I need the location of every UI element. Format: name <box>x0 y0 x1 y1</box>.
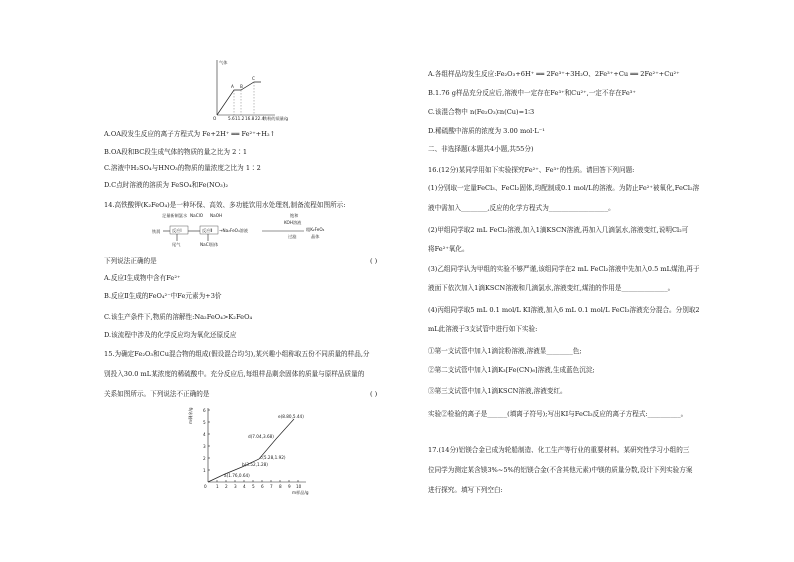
flow-start: 铁屑 <box>152 229 161 234</box>
graph2-xtick: 9 <box>288 484 291 489</box>
graph2-xtick: 1 <box>216 484 219 489</box>
graph2-ytick: 4 <box>203 432 206 437</box>
q16-final: 实验②检验的离子是______(填离子符号);写出KI与FeCl₃反应的离子方程式:__________。 <box>428 410 688 418</box>
iron-gas-graph <box>195 57 289 123</box>
q16-part2-line2: 将Fe²⁺氧化。 <box>428 245 469 253</box>
q16-part1-line2: 液中需加入________,反应的化学方程式为__________________。 <box>428 204 615 212</box>
q16-stem: 16.(12分)某同学用如下实验探究Fe²⁺、Fe³⁺的性质。请回答下列问题: <box>428 166 635 174</box>
graph2-xtick: 3 <box>234 484 237 489</box>
flow-filter: 过滤 <box>288 234 297 239</box>
flow-reaction-1: 反应Ⅰ <box>172 228 182 233</box>
q15-stem-line1: 15.为确定Fe₂O₃和Cu混合物的组成(假设混合均匀),某兴趣小组称取五份不同质量的样品,分 <box>104 350 370 358</box>
q14-stem: 14.高铁酸钾(K₂FeO₄)是一种环保、高效、多功能饮用水处理剂,制备流程如图所示: <box>104 201 346 209</box>
graph2-xtick: 4 <box>243 484 246 489</box>
graph2-xtick: 6 <box>261 484 264 489</box>
q17-line1: 17.(14分)铝镁合金已成为轮船制造、化工生产等行业的重要材料。某研究性学习小组的三 <box>428 446 690 454</box>
q15-answer-paren: ( ) <box>370 390 378 398</box>
graph1-curve <box>217 82 261 115</box>
graph2-point-a: a(1.76,0.64) <box>224 473 250 478</box>
q13-option-a: A.OA段发生反应的离子方程式为 Fe+2H⁺ ══ Fe²⁺+H₂↑ <box>104 130 276 138</box>
q13-option-c: C.溶液中H₂SO₄与HNO₃的物质的量浓度之比为 1∶2 <box>104 164 261 172</box>
q17-line3: 进行探究。填写下列空白: <box>428 486 503 494</box>
graph2-ytick: 1 <box>203 468 206 473</box>
q16-part2-line1: (2)甲组同学取2 mL FeCl₂溶液,加入1滴KSCN溶液,再加入几滴氯水,溶液变红,说明Cl₂可 <box>428 226 689 234</box>
graph2-ytick: 3 <box>203 444 206 449</box>
flow-reaction-2: 反应Ⅱ <box>202 228 213 233</box>
graph1-xlabel: 铁粉的质量/g <box>263 116 289 121</box>
graph1-ylabel: 气体 <box>219 60 228 65</box>
q15-stem-line3: 关系如图所示。下列说法不正确的是 <box>104 390 210 398</box>
graph2-xtick: 5 <box>252 484 255 489</box>
section-2-heading: 二、非选择题(本题共4小题,共55分) <box>428 145 534 153</box>
graph1-xtick: 16.8 <box>245 116 255 121</box>
graph2-xtick: 8 <box>279 484 282 489</box>
graph1-xtick: 5.6 <box>228 116 235 121</box>
flow-koh: KOH溶液 <box>284 220 302 225</box>
q16-part4-line2: mL此溶液于3支试管中进行如下实验: <box>428 325 538 333</box>
flow-reagent-naoh: NaOH <box>210 213 223 218</box>
q16-part1-line1: (1)分别取一定量FeCl₃、FeCl₂固体,均配制成0.1 mol/L的溶液。为防止Fe²⁺被氧化,FeCl₂溶 <box>428 184 700 192</box>
graph2-point-d: d(7.04,3.68) <box>248 434 274 439</box>
graph2-ylabel: m剩余/g <box>188 407 193 424</box>
flow-reagent-naclo: NaClO <box>190 213 204 218</box>
q14-question: 下列说法正确的是 <box>104 257 157 265</box>
flow-nacl: NaCl固体 <box>200 242 219 247</box>
graph1-xtick: 11.2 <box>235 116 245 121</box>
q17-line2: 位同学为测定某含镁3%~5%的铝镁合金(不含其他元素)中镁的质量分数,设计下列实验方案 <box>428 466 693 474</box>
graph1-point-a: A <box>231 84 234 89</box>
q13-option-d: D.C点时溶液的溶质为 FeSO₄和Fe(NO₃)₂ <box>104 181 229 189</box>
flow-saturated: 饱和 <box>290 213 299 218</box>
q14-option-b: B.反应Ⅱ生成的FeO₄²⁻中Fe元素为+3价 <box>104 292 222 300</box>
mass-graph <box>188 404 318 496</box>
k2feo4-flowchart <box>152 212 342 252</box>
graph2-point-b: b(3.52,1.28) <box>242 462 268 467</box>
graph1-origin: O <box>213 116 217 121</box>
flow-product: →Na₂FeO₄溶液 <box>219 228 248 233</box>
q14-option-c: C.该生产条件下,物质的溶解性:Na₂FeO₄>K₂FeO₄ <box>104 313 253 321</box>
flow-reagent-chlorine: 足量新制氯水 <box>162 213 188 218</box>
graph2-xtick: 2 <box>225 484 228 489</box>
q16-part3-line2: 液面下依次加入1滴KSCN溶液和几滴氯水,溶液变红,煤油的作用是______________。 <box>428 284 675 292</box>
graph1-xtick: 22.4 <box>255 116 265 121</box>
q16-part3-line1: (3)乙组同学认为甲组的实验不够严谨,该组同学在2 mL FeCl₂溶液中先加入0.5 mL煤油,再于 <box>428 265 700 273</box>
graph2-xtick: 10 <box>296 484 302 489</box>
graph2-point-e: e(8.80,5.44) <box>278 414 304 419</box>
q16-part4-line1: (4)丙组同学取5 mL 0.1 mol/L KI溶液,加入6 mL 0.1 mol/L FeCl₃溶液充分混合。分别取2 <box>428 306 700 314</box>
graph2-ytick: 5 <box>203 420 206 425</box>
graph2-curve <box>208 419 294 482</box>
q15-option-c: C.该混合物中 n(Fe₂O₃)∶n(Cu)=1∶3 <box>428 108 535 116</box>
graph2-origin: 0 <box>204 484 207 489</box>
graph2-point-c: c(5.28,1.92) <box>260 455 286 460</box>
q15-option-d: D.稀硫酸中溶质的浓度为 3.00 mol·L⁻¹ <box>428 127 545 135</box>
graph1-point-b: B <box>240 84 243 89</box>
q15-stem-line2: 别投入30.0 mL某浓度的稀硫酸中。充分反应后,每组样品剩余固体的质量与原样品质量的 <box>104 370 365 378</box>
q15-option-a: A.各组样品均发生反应:Fe₂O₃+6H⁺ ══ 2Fe³⁺+3H₂O、2Fe³⁺+Cu ══ 2Fe²⁺+Cu²⁺ <box>428 70 680 78</box>
graph2-xtick: 7 <box>270 484 273 489</box>
graph2-xlabel: m样品/g <box>292 490 309 495</box>
q14-option-a: A.反应Ⅰ生成物中含有Fe²⁺ <box>104 274 181 282</box>
q14-option-d: D.该流程中涉及的化学反应均为氧化还原反应 <box>104 331 237 339</box>
flow-crystal: 晶体 <box>311 234 320 239</box>
q13-option-b: B.OA段和BC段生成气体的物质的量之比为 2∶1 <box>104 148 248 156</box>
graph2-ytick: 6 <box>203 408 206 413</box>
graph2-ytick: 2 <box>203 456 206 461</box>
graph1-point-c: C <box>252 76 255 81</box>
q16-tube1: ①第一支试管中加入1滴淀粉溶液,溶液显________色; <box>428 347 582 355</box>
flow-crude: 粗K₂FeO₄ <box>306 227 325 232</box>
q14-answer-paren: ( ) <box>370 257 378 265</box>
q16-tube2: ②第二支试管中加入1滴K₃[Fe(CN)₆]溶液,生成蓝色沉淀; <box>428 366 595 374</box>
flow-tailgas: 尾气 <box>172 242 181 247</box>
q16-tube3: ③第三支试管中加入1滴KSCN溶液,溶液变红。 <box>428 387 567 395</box>
q15-option-b: B.1.76 g样品充分反应后,溶液中一定存在Fe³⁺和Cu²⁺,一定不存在Fe³⁺ <box>428 89 636 97</box>
